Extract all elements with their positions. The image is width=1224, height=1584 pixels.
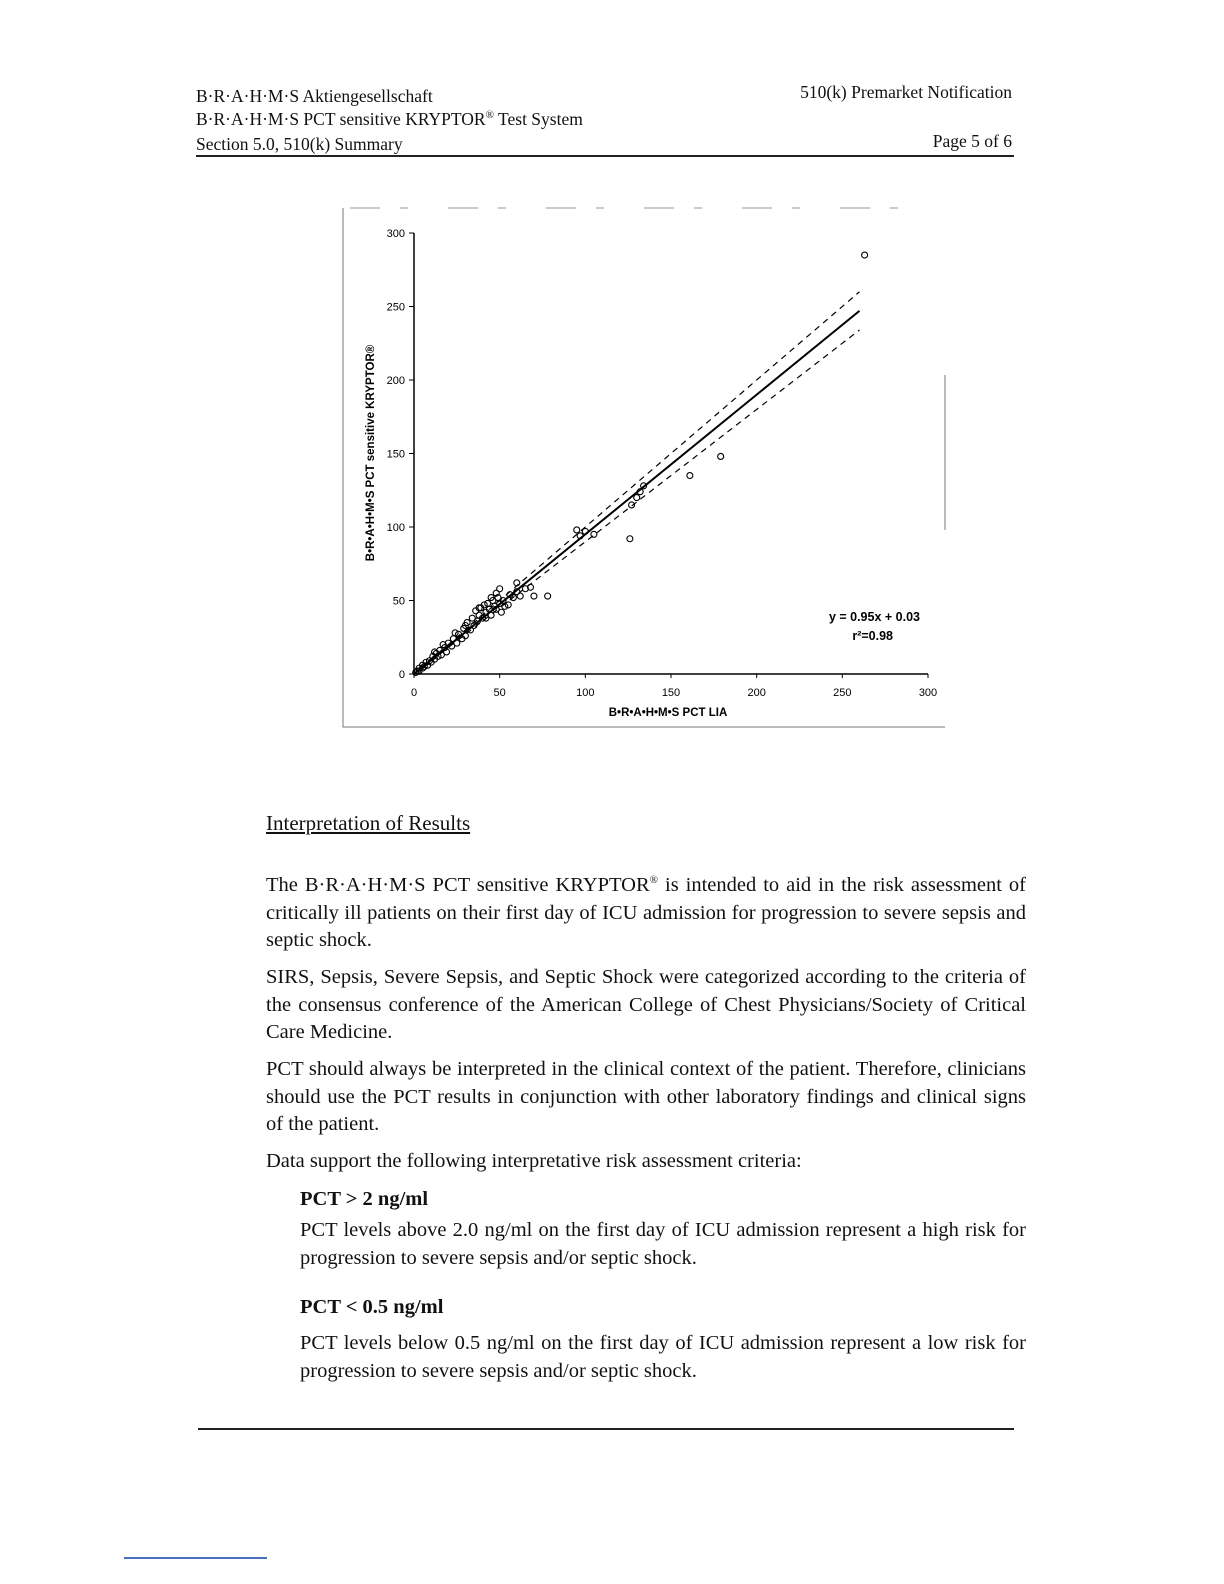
y-tick-label: 200 (386, 375, 405, 387)
x-tick-label: 0 (410, 687, 418, 699)
criterion-low-heading: PCT < 0.5 ng/ml (300, 1296, 444, 1318)
header-product-suffix: Test System (493, 109, 583, 129)
y-axis-label: B•R•A•H•M•S PCT sensitive KRYPTOR® (365, 344, 377, 562)
y-ticks (387, 228, 414, 681)
header-product-reg: ® (485, 109, 494, 122)
header-rule (196, 155, 1014, 157)
data-point (545, 593, 551, 599)
x-tick-label: 250 (833, 687, 852, 699)
p1-reg: ® (649, 874, 659, 887)
y-tick-label: 250 (386, 301, 405, 314)
header-product-prefix: B·R·A·H·M·S PCT sensitive KRYPTOR (196, 109, 486, 129)
data-points (413, 252, 868, 675)
x-tick-label: 100 (576, 687, 595, 699)
header-company: B·R·A·H·M·S Aktiengesellschaft (196, 86, 433, 106)
data-point (514, 580, 520, 586)
regression-equation: y = 0.95x + 0.03 (828, 610, 920, 624)
x-tick-label: 200 (747, 687, 766, 699)
data-point (718, 453, 724, 459)
scatter-chart-svg (340, 200, 950, 735)
criterion-low-text: PCT levels below 0.5 ng/ml on the first day of ICU admission represent a low risk for progression to severe sepsis and/or septic shock. (300, 1332, 1026, 1382)
y-tick-label: 50 (392, 595, 405, 608)
footer-rule (198, 1428, 1014, 1430)
x-tick-label: 150 (661, 687, 681, 699)
confidence-lower-line (414, 330, 859, 674)
paragraph-intended-use (266, 872, 1026, 955)
header-page-number: Page 5 of 6 (932, 131, 1012, 151)
r-squared-label: r²=0.98 (852, 629, 893, 643)
y-tick-label: 150 (386, 448, 405, 461)
data-point (498, 609, 504, 615)
data-point (687, 473, 693, 479)
x-axis-label: B•R•A•H•M•S PCT LIA (608, 707, 728, 719)
data-point (517, 593, 523, 599)
y-tick-label: 300 (386, 228, 405, 240)
paragraph-categorization: SIRS, Sepsis, Severe Sepsis, and Septic Shock were categorized according to the criteria of the consensus conference of the American College of Chest Physicians/Society of Critical Care Medicine. (266, 966, 1026, 1043)
y-tick-label: 0 (398, 669, 405, 681)
criterion-high-heading: PCT > 2 ng/ml (300, 1188, 429, 1210)
data-point (862, 252, 868, 258)
header-notification: 510(k) Premarket Notification (800, 82, 1012, 102)
header-product (196, 108, 583, 130)
p1-prefix: The B·R·A·H·M·S PCT sensitive KRYPTOR (266, 874, 650, 896)
criterion-high-text: PCT levels above 2.0 ng/ml on the first day of ICU admission represent a high risk for progression to severe sepsis and/or septic shock. (300, 1219, 1026, 1269)
p1-suffix: is intended to aid in the risk assessment of critically ill patients on their first day of ICU admission for progression to severe sepsis and septic shock. (266, 874, 1026, 951)
scatter-chart (340, 200, 950, 735)
data-point (634, 495, 640, 501)
confidence-band (414, 292, 859, 674)
data-point (574, 527, 580, 533)
header-section: Section 5.0, 510(k) Summary (196, 134, 403, 154)
confidence-upper-line (414, 292, 859, 674)
x-tick-label: 300 (918, 687, 938, 699)
footer-link-line (124, 1557, 267, 1559)
y-tick-label: 100 (386, 522, 405, 534)
paragraph-criteria-intro: Data support the following interpretative risk assessment criteria: (266, 1150, 802, 1172)
x-tick-label: 50 (493, 687, 506, 699)
section-heading: Interpretation of Results (266, 811, 471, 835)
x-ticks (411, 674, 937, 699)
data-point (531, 593, 537, 599)
data-point (454, 640, 460, 646)
paragraph-clinical-context: PCT should always be interpreted in the clinical context of the patient. Therefore, clinicians should use the PCT results in conjunction with other laboratory findings and clinical signs of the patient. (266, 1058, 1026, 1135)
data-point (591, 531, 597, 537)
data-point (627, 536, 633, 542)
